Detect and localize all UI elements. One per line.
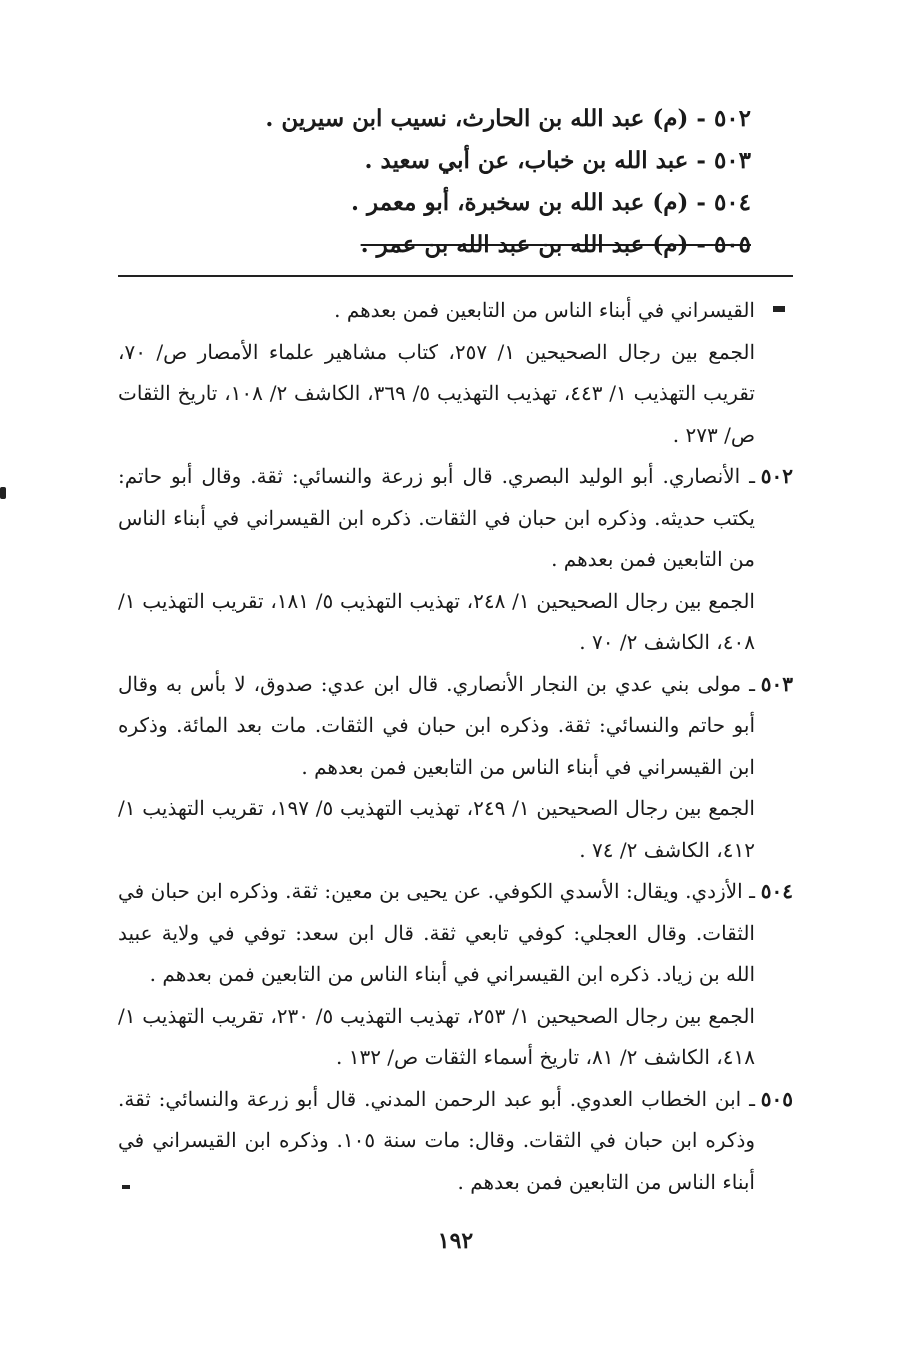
footnotes bbox=[118, 290, 793, 1203]
footnote-505 bbox=[118, 1079, 793, 1204]
footnote-references: الجمع بين رجال الصحيحين ١/ ٢٤٨، تهذيب التهذيب ٥/ ١٨١، تقريب التهذيب ١/ ٤٠٨، الكاشف ٢/ ٧٠ . bbox=[118, 588, 755, 654]
footnote-references: الجمع بين رجال الصحيحين ١/ ٢٤٩، تهذيب التهذيب ٥/ ١٩٧، تقريب التهذيب ١/ ٤١٢، الكاشف ٢/ ٧٤ . bbox=[118, 796, 755, 862]
footnote-number: ٥٠٢ bbox=[760, 464, 793, 488]
header-entries bbox=[151, 98, 751, 266]
header-entry-505: ٥٠٥ - (م) عبد الله بن عبد الله بن عمر . bbox=[360, 231, 751, 258]
footnote-text: ـ الأزدي. ويقال: الأسدي الكوفي. عن يحيى بن معين: ثقة. وذكره ابن حبان في الثقات. وقال العجلي: كوفي تابعي ثقة. قال ابن سعد: توفي في ولاية عبيد الله بن زياد. ذكره ابن القيسراني في أبناء الناس من التابعين فمن بعدهم . bbox=[118, 879, 755, 986]
footnote-503 bbox=[118, 664, 793, 872]
footnote-text: ـ الأنصاري. أبو الوليد البصري. قال أبو زرعة والنسائي: ثقة. وقال أبو حاتم: يكتب حديثه. وذكره ابن حبان في الثقات. ذكره ابن القيسراني في أبناء الناس من التابعين فمن بعدهم . bbox=[118, 464, 755, 571]
footnote-continued bbox=[118, 290, 793, 456]
bullet-mark bbox=[773, 306, 785, 312]
footnote-number: ٥٠٤ bbox=[760, 879, 793, 903]
footnote-text: القيسراني في أبناء الناس من التابعين فمن بعدهم . bbox=[334, 298, 755, 322]
end-mark bbox=[122, 1185, 130, 1189]
header-entry-504: ٥٠٤ - (م) عبد الله بن سخبرة، أبو معمر . bbox=[351, 189, 751, 216]
header-entry-503: ٥٠٣ - عبد الله بن خباب، عن أبي سعيد . bbox=[364, 147, 751, 174]
footnote-504 bbox=[118, 871, 793, 1079]
margin-mark bbox=[0, 487, 6, 499]
footnote-separator bbox=[118, 275, 793, 277]
footnote-text: ـ مولى بني عدي بن النجار الأنصاري. قال ابن عدي: صدوق، لا بأس به وقال أبو حاتم والنسائي: ثقة. وذكره ابن حبان في الثقات. مات بعد المائة. وذكره ابن القيسراني في أبناء الناس من التابعين فمن بعدهم . bbox=[118, 671, 755, 779]
footnote-references: الجمع بين رجال الصحيحين ١/ ٢٥٧، كتاب مشاهير علماء الأمصار ص/ ٧٠، تقريب التهذيب ١/ ٤٤٣، تهذيب التهذيب ٥/ ٣٦٩، الكاشف ٢/ ١٠٨، تاريخ الثقات ص/ ٢٧٣ . bbox=[118, 339, 755, 447]
footnote-502 bbox=[118, 456, 793, 664]
footnote-references: الجمع بين رجال الصحيحين ١/ ٢٥٣، تهذيب التهذيب ٥/ ٢٣٠، تقريب التهذيب ١/ ٤١٨، الكاشف ٢/ ٨١، تاريخ أسماء الثقات ص/ ١٣٢ . bbox=[118, 1003, 755, 1069]
header-entry-502: ٥٠٢ - (م) عبد الله بن الحارث، نسيب ابن سيرين . bbox=[265, 105, 751, 132]
footnote-text: ـ ابن الخطاب العدوي. أبو عبد الرحمن المدني. قال أبو زرعة والنسائي: ثقة. وذكره ابن حبان في الثقات. وقال: مات سنة ١٠٥. وذكره ابن القيسراني في أبناء الناس من التابعين فمن بعدهم . bbox=[118, 1086, 756, 1194]
page-number: ١٩٢ bbox=[437, 1228, 474, 1254]
footnote-number: ٥٠٥ bbox=[760, 1086, 793, 1111]
footnote-number: ٥٠٣ bbox=[760, 671, 793, 696]
